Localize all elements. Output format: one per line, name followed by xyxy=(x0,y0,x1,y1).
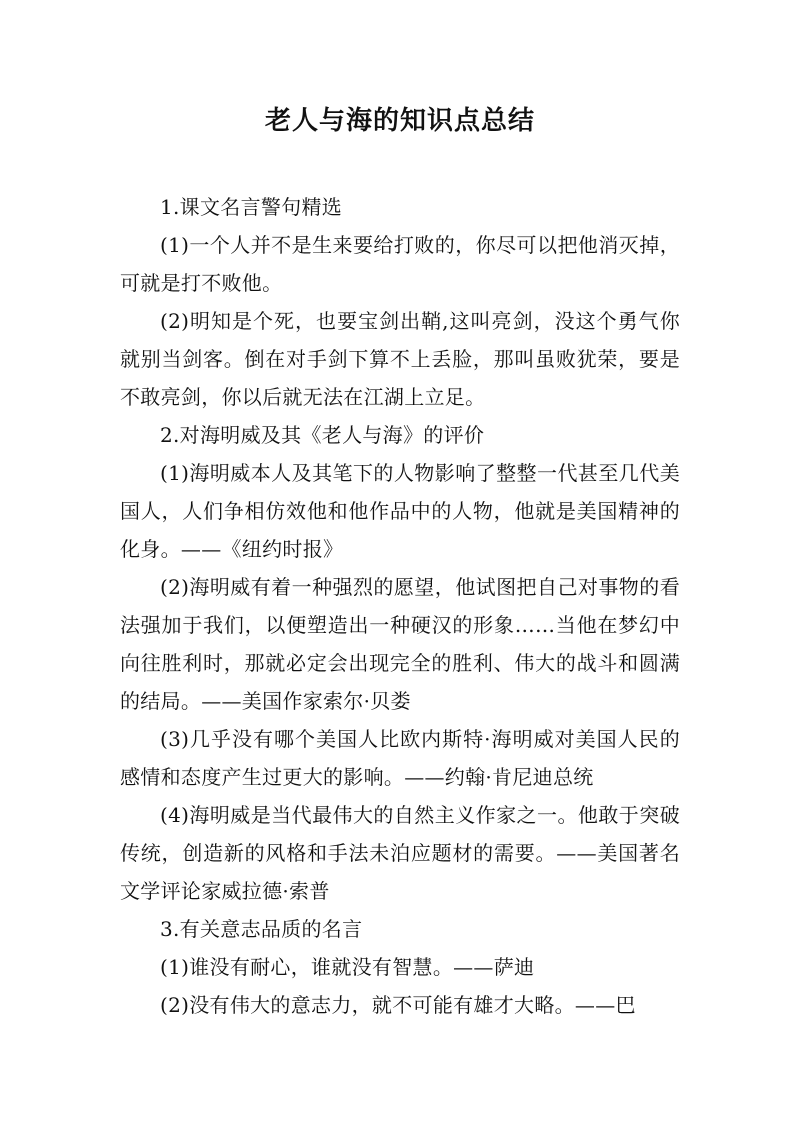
document-body xyxy=(120,188,680,1024)
section-heading-1: 1.课文名言警句精选 xyxy=(160,195,343,219)
section-heading-3: 3.有关意志品质的名言 xyxy=(160,917,363,941)
section-heading-2: 2.对海明威及其《老人与海》的评价 xyxy=(160,423,485,447)
paragraph-3-2: (2)没有伟大的意志力，就不可能有雄才大略。——巴 xyxy=(160,993,636,1017)
paragraph-2-4: (4)海明威是当代最伟大的自然主义作家之一。他敢于突破传统，创造新的风格和手法未泊应题材的需要。——美国著名文学评论家威拉德·索普 xyxy=(120,803,680,903)
paragraph-2-1: (1)海明威本人及其笔下的人物影响了整整一代甚至几代美国人，人们争相仿效他和他作品中的人物，他就是美国精神的化身。——《纽约时报》 xyxy=(120,461,680,561)
paragraph-1-1: (1)一个人并不是生来要给打败的，你尽可以把他消灭掉，可就是打不败他。 xyxy=(120,233,680,295)
paragraph-1-2: (2)明知是个死，也要宝剑出鞘,这叫亮剑，没这个勇气你就别当剑客。倒在对手剑下算不上丢脸，那叫虽败犹荣，要是不敢亮剑，你以后就无法在江湖上立足。 xyxy=(120,309,680,409)
paragraph-2-2: (2)海明威有着一种强烈的愿望，他试图把自己对事物的看法强加于我们，以便塑造出一种硬汉的形象……当他在梦幻中向往胜利时，那就必定会出现完全的胜利、伟大的战斗和圆满的结局。——美国作家索尔·贝娄 xyxy=(120,575,680,713)
paragraph-2-3: (3)几乎没有哪个美国人比欧内斯特·海明威对美国人民的感情和态度产生过更大的影响。——约翰·肯尼迪总统 xyxy=(120,727,680,789)
paragraph-3-1: (1)谁没有耐心，谁就没有智慧。——萨迪 xyxy=(160,955,535,979)
document-title: 老人与海的知识点总结 xyxy=(264,106,535,136)
